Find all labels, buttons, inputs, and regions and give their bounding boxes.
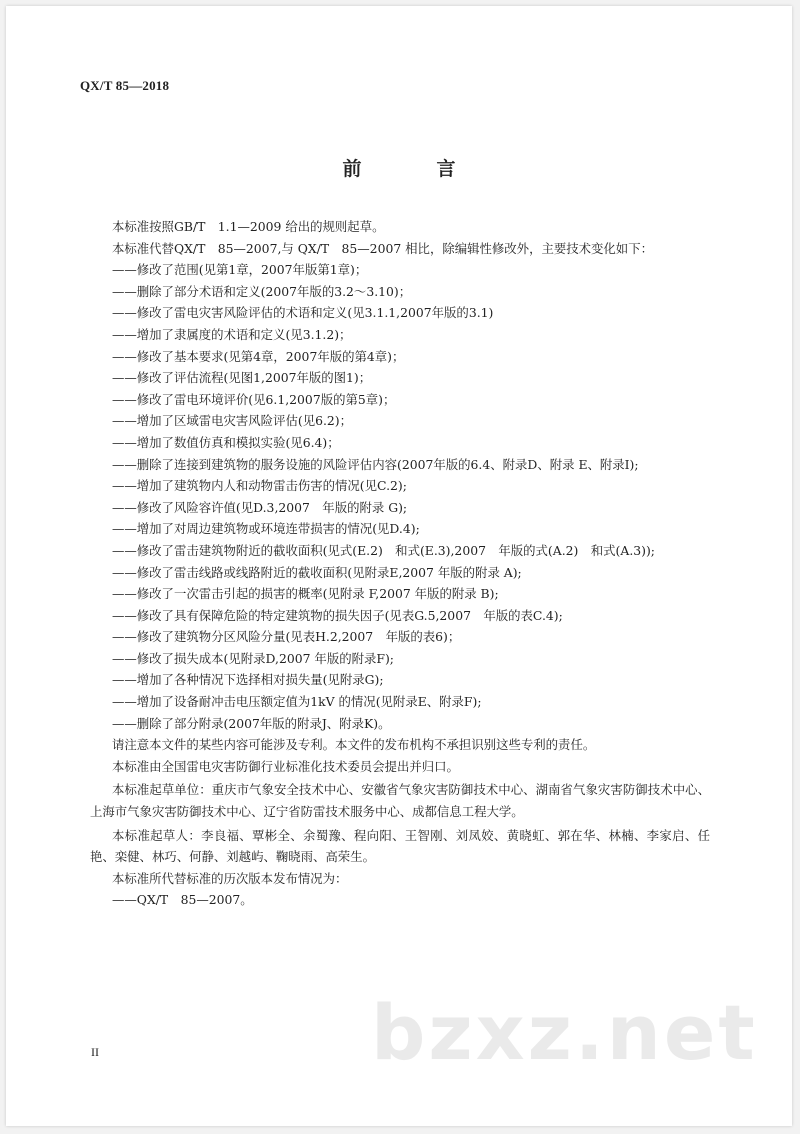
list-item: ——修改了雷电环境评价(见6.1,2007版的第5章)；	[112, 391, 396, 407]
document-page	[6, 6, 792, 1126]
list-item: ——增加了设备耐冲击电压额定值为1kV 的情况(见附录E、附录F);	[112, 694, 482, 710]
list-item: ——增加了各种情况下选择相对损失量(见附录G);	[112, 672, 384, 688]
drafting-units: 本标准起草单位：重庆市气象安全技术中心、安徽省气象灾害防御技术中心、湖南省气象灾害防御技术中心、上海市气象灾害防御技术中心、辽宁省防雷技术服务中心、成都信息工程大学。	[90, 782, 710, 820]
list-item: ——修改了雷电灾害风险评估的术语和定义(见3.1.1,2007年版的3.1)	[112, 305, 494, 321]
list-item: ——修改了具有保障危险的特定建筑物的损失因子(见表G.5,2007 年版的表C.4);	[112, 607, 563, 623]
list-item: ——增加了隶属度的术语和定义(见3.1.2)；	[112, 326, 352, 342]
list-item: ——增加了建筑物内人和动物雷击伤害的情况(见C.2);	[112, 478, 407, 494]
page-number: II	[91, 1045, 99, 1059]
list-item: ——修改了损失成本(见附录D,2007 年版的附录F);	[112, 650, 394, 666]
history-item: ——QX/T 85—2007。	[112, 892, 253, 908]
list-item: ——增加了对周边建筑物或环境连带损害的情况(见D.4);	[112, 521, 420, 537]
foreword-body	[90, 216, 710, 911]
intro-line: 本标准代替QX/T 85—2007,与 QX/T 85—2007 相比，除编辑性修改外，主要技术变化如下：	[112, 240, 653, 256]
list-item: ——修改了建筑物分区风险分量(见表H.2,2007 年版的表6)；	[112, 629, 461, 645]
list-item: ——修改了风险容许值(见D.3,2007 年版的附录 G);	[112, 499, 408, 515]
list-item: ——修改了基本要求(见第4章，2007年版的第4章)；	[112, 348, 405, 364]
changes-list	[90, 259, 710, 734]
list-item: ——删除了部分附录(2007年版的附录J、附录K)。	[112, 715, 391, 731]
history-intro: 本标准所代替标准的历次版本发布情况为：	[112, 870, 348, 886]
intro-line: 本标准按照GB/T 1.1—2009 给出的规则起草。	[112, 219, 385, 234]
standard-code: QX/T 85—2018	[80, 78, 170, 93]
list-item: ——修改了雷击建筑物附近的截收面积(见式(E.2) 和式(E.3),2007 年版的式(A.2) 和式(A.3));	[112, 542, 655, 558]
list-item: ——增加了区域雷电灾害风险评估(见6.2)；	[112, 413, 353, 429]
list-item: ——修改了评估流程(见图1,2007年版的图1)；	[112, 370, 372, 386]
list-item: ——删除了部分术语和定义(2007年版的3.2～3.10)；	[112, 283, 412, 299]
proposer-statement: 本标准由全国雷电灾害防御行业标准化技术委员会提出并归口。	[112, 758, 459, 774]
list-item: ——修改了雷击线路或线路附近的截收面积(见附录E,2007 年版的附录 A);	[112, 564, 522, 580]
list-item: ——修改了一次雷击引起的损害的概率(见附录 F,2007 年版的附录 B);	[112, 586, 499, 602]
page-title: 前 言	[342, 158, 484, 180]
drafters: 本标准起草人：李良福、覃彬全、余蜀豫、程向阳、王智刚、刘凤姣、黄晓虹、郭在华、林楠、李家启、任艳、栾健、林巧、何静、刘越屿、鞠晓雨、高荣生。	[90, 827, 710, 865]
list-item: ——增加了数值仿真和模拟实验(见6.4)；	[112, 434, 340, 450]
patent-notice: 请注意本文件的某些内容可能涉及专利。本文件的发布机构不承担识别这些专利的责任。	[112, 737, 596, 753]
list-item: ——修改了范围(见第1章，2007年版第1章)；	[112, 262, 368, 278]
list-item: ——删除了连接到建筑物的服务设施的风险评估内容(2007年版的6.4、附录D、附录 E、附录I);	[112, 456, 639, 472]
watermark-text: bzxz.net	[371, 988, 758, 1077]
